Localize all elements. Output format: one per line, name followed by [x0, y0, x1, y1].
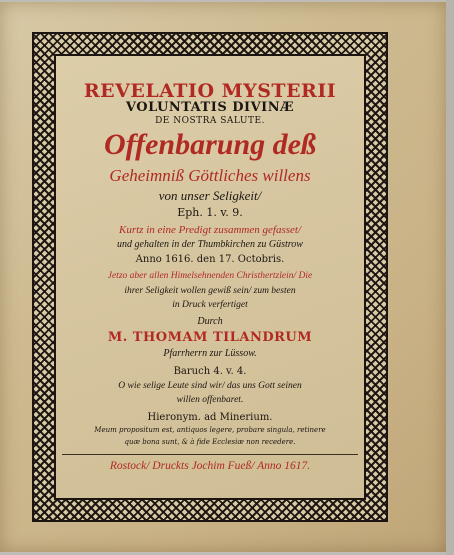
german-title-line-3: von unser Seligkeit/ — [158, 188, 262, 203]
hieronymus-reference: Hieronym. ad Minerium. — [147, 412, 273, 423]
latin-title-line-2: VOLUNTATIS DIVINÆ — [125, 100, 295, 115]
title-text-area — [54, 54, 366, 500]
title-page — [0, 2, 446, 552]
latin-title-line-1: REVELATIO MYSTERII — [83, 80, 337, 102]
background-edge — [446, 0, 454, 555]
description-line-6: in Druck verfertiget — [172, 300, 248, 310]
author-role: Pfarrherrn zur Lüssow. — [163, 348, 257, 359]
german-title-line-1: Offenbarung deß — [104, 128, 316, 161]
bible-reference-2: Baruch 4. v. 4. — [173, 366, 247, 377]
durch-label: Durch — [197, 316, 223, 327]
description-line-1: Kurtz in eine Predigt zusammen gefasset/ — [119, 224, 301, 236]
quote-line-1: O wie selige Leute sind wir/ das uns Gott seinen — [118, 381, 302, 391]
latin-quote-line-2: quæ bona sunt, & à fide Ecclesiæ non recedere. — [124, 438, 296, 446]
description-line-5: ihrer Seligkeit wollen gewiß sein/ zum besten — [124, 286, 296, 296]
description-line-2: und gehalten in der Thumbkirchen zu Güstrow — [117, 239, 303, 250]
bible-reference-1: Eph. 1. v. 9. — [177, 206, 243, 219]
description-line-3: Anno 1616. den 17. Octobris. — [135, 254, 285, 265]
description-line-4: Jetzo aber allen Himelsehnenden Christhertzlein/ Die — [107, 271, 313, 281]
imprint-line: Rostock/ Druckts Jochim Fueß/ Anno 1617. — [109, 460, 311, 472]
latin-quote-line-1: Meum propositum est, antiquos legere, probare singula, retinere — [94, 426, 326, 434]
german-title-line-2: Geheimniß Göttliches willens — [109, 166, 311, 185]
quote-line-2: willen offenbaret. — [176, 395, 244, 405]
imprint-divider — [62, 454, 358, 455]
author-name: M. THOMAM TILANDRUM — [107, 330, 313, 345]
latin-title-line-3: DE NOSTRA SALUTE. — [155, 116, 265, 126]
